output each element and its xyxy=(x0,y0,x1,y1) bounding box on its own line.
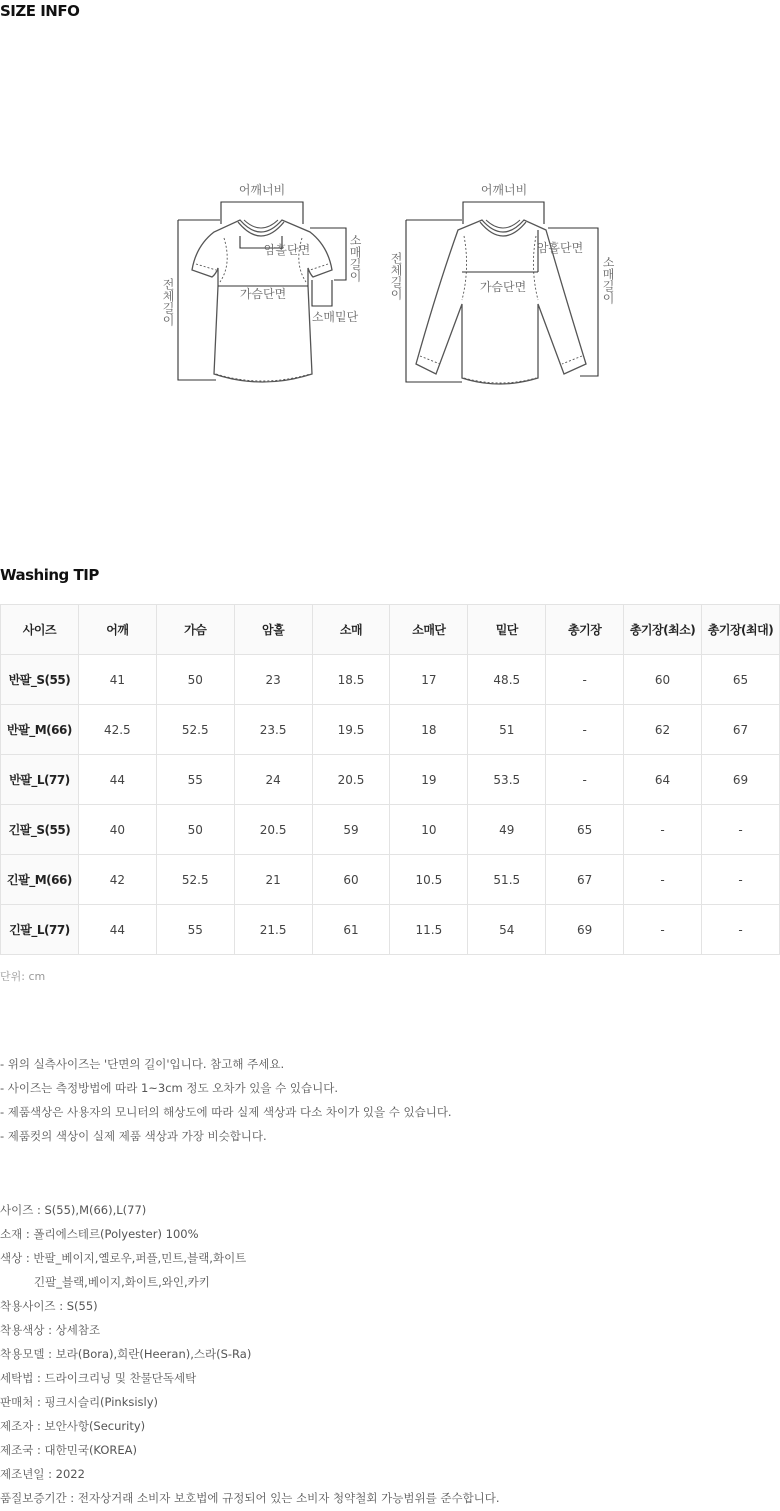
note-item: - 위의 실측사이즈는 '단면의 길이'입니다. 참고해 주세요. xyxy=(0,1057,285,1071)
armhole-label: 암홀단면 xyxy=(263,243,311,257)
info-material: 소재 : 폴리에스테르(Polyester) 100% xyxy=(0,1227,199,1241)
chest-label-long: 가슴단면 xyxy=(479,280,527,294)
table-cell: - xyxy=(624,805,702,855)
size-info-title: SIZE INFO xyxy=(0,2,80,20)
unit-label: 단위: cm xyxy=(0,970,46,983)
table-cell: 18.5 xyxy=(312,655,390,705)
table-cell: 51.5 xyxy=(468,855,546,905)
table-cell: 44 xyxy=(78,905,156,955)
table-cell: 42 xyxy=(78,855,156,905)
sleeve-hem-label: 소매밑단 xyxy=(311,310,359,324)
product-info-list xyxy=(0,1198,500,1510)
table-row xyxy=(1,705,780,755)
note-item: - 제품컷의 색상이 실제 제품 색상과 가장 비슷합니다. xyxy=(0,1129,267,1143)
table-cell: 10.5 xyxy=(390,855,468,905)
header-total-length-min: 총기장(최소) xyxy=(624,605,702,655)
header-chest: 가슴 xyxy=(156,605,234,655)
info-seller: 판매처 : 핑크시슬리(Pinksisly) xyxy=(0,1395,159,1409)
info-color: 색상 : 반팔_베이지,옐로우,퍼플,민트,블랙,화이트 xyxy=(0,1251,247,1265)
table-cell: 17 xyxy=(390,655,468,705)
long-sleeve-labels xyxy=(389,182,615,305)
info-worn-size: 착용사이즈 : S(55) xyxy=(0,1299,98,1313)
table-row xyxy=(1,855,780,905)
table-row xyxy=(1,805,780,855)
table-cell: 23 xyxy=(234,655,312,705)
table-cell: 65 xyxy=(702,655,780,705)
washing-tip-title: Washing TIP xyxy=(0,566,99,584)
table-cell: 52.5 xyxy=(156,705,234,755)
notes-list xyxy=(0,1052,452,1148)
info-size: 사이즈 : S(55),M(66),L(77) xyxy=(0,1203,147,1217)
row-size-cell: 긴팔_S(55) xyxy=(1,805,79,855)
header-sleeve: 소매 xyxy=(312,605,390,655)
header-shoulder: 어깨 xyxy=(78,605,156,655)
note-item: - 사이즈는 측정방법에 따라 1~3cm 정도 오차가 있을 수 있습니다. xyxy=(0,1081,339,1095)
table-cell: - xyxy=(546,755,624,805)
total-length-label: 전체길이 xyxy=(161,278,175,326)
info-warranty: 품질보증기간 : 전자상거래 소비자 보호법에 규정되어 있는 소비자 청약철회 가능범위를 준수합니다. xyxy=(0,1491,500,1505)
info-washing: 세탁법 : 드라이크리닝 및 찬물단독세탁 xyxy=(0,1371,197,1385)
total-length-label-long: 전체길이 xyxy=(389,252,403,300)
table-cell: 53.5 xyxy=(468,755,546,805)
shoulder-label-long: 어깨너비 xyxy=(480,183,528,197)
table-cell: 60 xyxy=(624,655,702,705)
table-cell: 20.5 xyxy=(312,755,390,805)
table-cell: 21 xyxy=(234,855,312,905)
table-cell: - xyxy=(702,905,780,955)
table-row xyxy=(1,755,780,805)
table-cell: 18 xyxy=(390,705,468,755)
table-cell: - xyxy=(546,655,624,705)
table-row xyxy=(1,655,780,705)
table-cell: 19.5 xyxy=(312,705,390,755)
table-cell: 21.5 xyxy=(234,905,312,955)
table-cell: 48.5 xyxy=(468,655,546,705)
sleeve-length-label: 소매길이 xyxy=(348,234,362,282)
table-cell: - xyxy=(702,855,780,905)
row-size-cell: 반팔_L(77) xyxy=(1,755,79,805)
row-size-cell: 반팔_M(66) xyxy=(1,705,79,755)
table-cell: 49 xyxy=(468,805,546,855)
header-sleeve-hem: 소매단 xyxy=(390,605,468,655)
short-sleeve-tee-illustration xyxy=(192,220,332,382)
table-row xyxy=(1,905,780,955)
table-cell: 64 xyxy=(624,755,702,805)
table-cell: - xyxy=(624,905,702,955)
table-cell: - xyxy=(624,855,702,905)
table-cell: 59 xyxy=(312,805,390,855)
armhole-label-long: 암홀단면 xyxy=(536,241,584,255)
table-cell: 11.5 xyxy=(390,905,468,955)
table-cell: 65 xyxy=(546,805,624,855)
size-table xyxy=(0,604,780,955)
info-country: 제조국 : 대한민국(KOREA) xyxy=(0,1443,138,1457)
row-size-cell: 긴팔_M(66) xyxy=(1,855,79,905)
table-cell: 69 xyxy=(546,905,624,955)
header-hem: 밑단 xyxy=(468,605,546,655)
table-cell: 67 xyxy=(546,855,624,905)
table-cell: 19 xyxy=(390,755,468,805)
table-cell: - xyxy=(546,705,624,755)
info-year: 제조년일 : 2022 xyxy=(0,1467,85,1481)
table-cell: 10 xyxy=(390,805,468,855)
info-manufacturer: 제조자 : 보안사항(Security) xyxy=(0,1419,146,1433)
row-size-cell: 반팔_S(55) xyxy=(1,655,79,705)
table-cell: 60 xyxy=(312,855,390,905)
header-armhole: 암홀 xyxy=(234,605,312,655)
table-cell: 23.5 xyxy=(234,705,312,755)
row-size-cell: 긴팔_L(77) xyxy=(1,905,79,955)
size-diagram xyxy=(150,176,620,396)
table-cell: 52.5 xyxy=(156,855,234,905)
table-cell: 20.5 xyxy=(234,805,312,855)
table-cell: 55 xyxy=(156,755,234,805)
note-item: - 제품색상은 사용자의 모니터의 해상도에 따라 실제 색상과 다소 차이가 있을 수 있습니다. xyxy=(0,1105,452,1119)
table-cell: - xyxy=(702,805,780,855)
info-model: 착용모델 : 보라(Bora),희란(Heeran),스라(S-Ra) xyxy=(0,1347,252,1361)
info-worn-color: 착용색상 : 상세참조 xyxy=(0,1323,101,1337)
table-cell: 54 xyxy=(468,905,546,955)
table-cell: 40 xyxy=(78,805,156,855)
table-cell: 24 xyxy=(234,755,312,805)
table-cell: 41 xyxy=(78,655,156,705)
shoulder-label: 어깨너비 xyxy=(238,183,286,197)
header-size: 사이즈 xyxy=(1,605,79,655)
table-cell: 62 xyxy=(624,705,702,755)
header-total-length: 총기장 xyxy=(546,605,624,655)
chest-label: 가슴단면 xyxy=(239,287,287,301)
info-color-long: 긴팔_블랙,베이지,화이트,와인,카키 xyxy=(34,1275,210,1289)
table-cell: 61 xyxy=(312,905,390,955)
table-cell: 55 xyxy=(156,905,234,955)
table-cell: 50 xyxy=(156,655,234,705)
table-cell: 50 xyxy=(156,805,234,855)
table-cell: 44 xyxy=(78,755,156,805)
table-cell: 67 xyxy=(702,705,780,755)
table-cell: 51 xyxy=(468,705,546,755)
header-total-length-max: 총기장(최대) xyxy=(702,605,780,655)
sleeve-length-label-long: 소매길이 xyxy=(601,256,615,304)
table-header-row xyxy=(1,605,780,655)
table-cell: 69 xyxy=(702,755,780,805)
table-cell: 42.5 xyxy=(78,705,156,755)
